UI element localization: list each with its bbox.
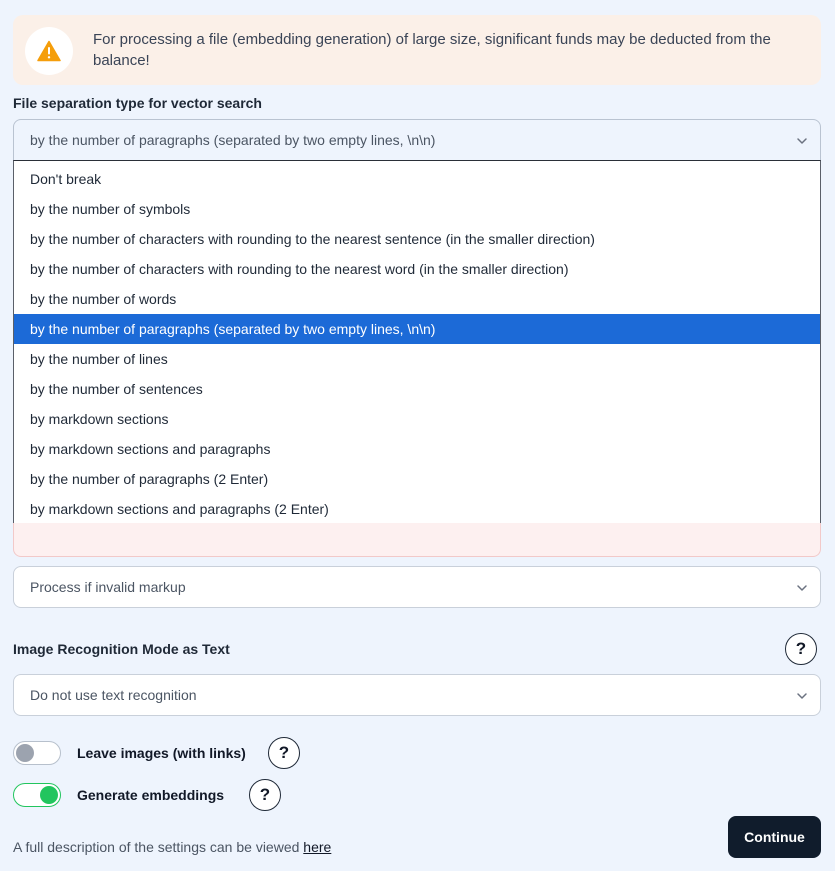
option-markdown-sections[interactable]: by markdown sections [30, 411, 169, 427]
option-lines[interactable]: by the number of lines [30, 351, 168, 367]
chevron-down-icon [796, 690, 808, 702]
file-separation-dropdown [13, 160, 821, 524]
invalid-markup-select[interactable] [13, 566, 821, 608]
option-symbols[interactable]: by the number of symbols [30, 201, 191, 217]
warning-text: For processing a file (embedding generation) of large size, significant funds may be deducted from the balance! [93, 31, 771, 69]
option-markdown-sections-paragraphs[interactable]: by markdown sections and paragraphs [30, 441, 271, 457]
chevron-down-icon [796, 582, 808, 594]
chevron-down-icon [796, 135, 808, 147]
settings-description-link[interactable]: here [303, 839, 332, 855]
image-recognition-label: Image Recognition Mode as Text [13, 641, 230, 657]
settings-description [13, 839, 331, 855]
option-paragraphs-2-enter[interactable]: by the number of paragraphs (2 Enter) [30, 471, 269, 487]
toggle-knob [16, 744, 34, 762]
leave-images-toggle[interactable] [13, 741, 61, 765]
settings-description-text: A full description of the settings can be viewed [13, 839, 300, 855]
invalid-markup-selected-value: Process if invalid markup [30, 579, 186, 595]
generate-embeddings-help-button[interactable]: ? [249, 779, 281, 811]
leave-images-help-button[interactable]: ? [268, 737, 300, 769]
generate-embeddings-toggle[interactable] [13, 783, 61, 807]
option-words[interactable]: by the number of words [30, 291, 177, 307]
warning-icon-wrap [25, 27, 73, 75]
option-sentences[interactable]: by the number of sentences [30, 381, 203, 397]
generate-embeddings-label: Generate embeddings [77, 787, 225, 803]
image-recognition-select[interactable] [13, 674, 821, 716]
image-recognition-selected-value: Do not use text recognition [30, 687, 197, 703]
option-dont-break[interactable]: Don't break [30, 171, 102, 187]
file-separation-select[interactable] [13, 119, 821, 161]
option-characters-sentence[interactable]: by the number of characters with rounding to the nearest sentence (in the smaller direction) [30, 231, 595, 247]
file-separation-label: File separation type for vector search [13, 95, 262, 111]
warning-triangle-icon [37, 40, 61, 62]
file-separation-selected-value: by the number of paragraphs (separated by two empty lines, \n\n) [30, 132, 436, 148]
image-recognition-help-button[interactable]: ? [785, 633, 817, 665]
leave-images-label: Leave images (with links) [77, 745, 246, 761]
option-markdown-sections-paragraphs-2-enter[interactable]: by markdown sections and paragraphs (2 Enter) [30, 501, 329, 517]
option-paragraphs-selected[interactable]: by the number of paragraphs (separated by two empty lines, \n\n) [14, 314, 820, 344]
separation-error-strip [13, 523, 821, 557]
warning-banner [13, 15, 821, 85]
toggle-knob [40, 786, 58, 804]
option-characters-word[interactable]: by the number of characters with rounding to the nearest word (in the smaller direction) [30, 261, 569, 277]
continue-button[interactable]: Continue [728, 816, 821, 858]
